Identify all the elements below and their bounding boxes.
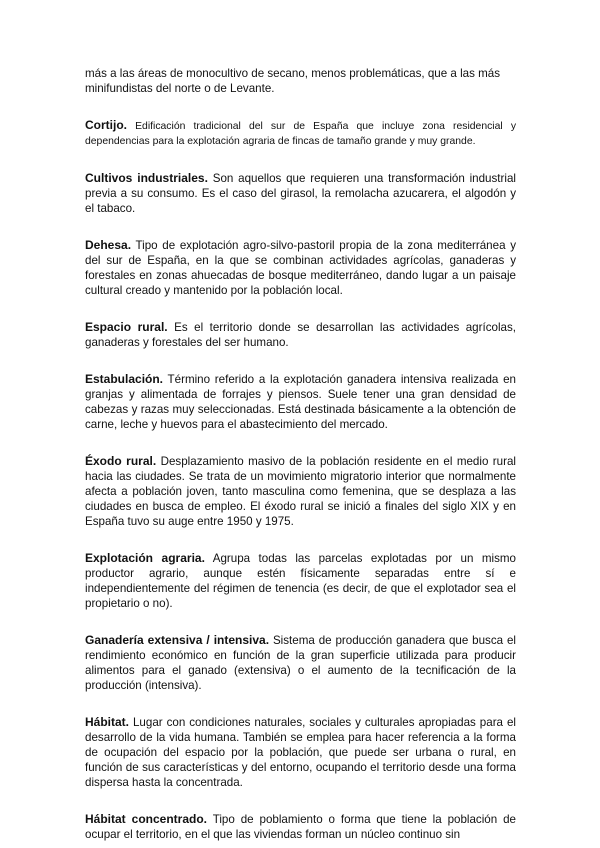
- entry-term: Cultivos industriales.: [85, 171, 208, 185]
- intro-paragraph: más a las áreas de monocultivo de secano, menos problemáticas, que a las más minifundistas del norte o de Levante.: [85, 67, 501, 95]
- entry-definition: Desplazamiento masivo de la población residente en el medio rural hacia las ciudades. Se trata de un movimiento migratorio interior que normalmente afecta a población joven, tanto masculina como femenina, que se desplaza a las ciudades en busca de empleo. El éxodo rural se inició a finales del siglo XIX y en España tuvo su auge entre 1950 y 1975.: [85, 455, 516, 528]
- entry-term: Espacio rural.: [85, 320, 168, 334]
- entry-definition: Es el territorio donde se desarrollan las actividades agrícolas, ganaderas y forestales del ser humano.: [85, 321, 516, 349]
- glossary-entry-explotacion-agraria: [85, 551, 516, 611]
- entry-term: Estabulación.: [85, 372, 164, 386]
- glossary-entry-cultivos-industriales: [85, 171, 516, 216]
- glossary-entry-estabulacion: [85, 372, 516, 432]
- entry-term: Ganadería extensiva / intensiva.: [85, 633, 270, 647]
- entry-definition: Lugar con condiciones naturales, sociales y culturales apropiadas para el desarrollo de la vida humana. También se emplea para hacer referencia a la forma de ocupación del espacio por la población, que puede ser urbana o rural, en función de sus características y del entorno, ocupando el territorio desde una forma dispersa hasta la concentrada.: [85, 716, 516, 789]
- glossary-entry-ganaderia: [85, 633, 516, 693]
- entry-definition: Sistema de producción ganadera que busca el rendimiento económico en función de la gran superficie utilizada para producir alimentos para el ganado (extensiva) o el aumento de la tecnificación de la producción (intensiva).: [85, 634, 517, 692]
- entry-term: Dehesa.: [85, 238, 132, 252]
- entry-definition: Tipo de poblamiento o forma que tiene la población de ocupar el territorio, en el que las viviendas forman un núcleo continuo sin: [85, 813, 516, 841]
- entry-term: Hábitat concentrado.: [85, 812, 208, 826]
- entry-term: Hábitat.: [85, 715, 130, 729]
- entry-term: Explotación agraria.: [85, 551, 205, 565]
- entry-term: Cortijo.: [85, 118, 127, 132]
- entry-definition: Agrupa todas las parcelas explotadas por un mismo productor agrario, aunque estén físicamente separadas entre sí e independientemente del régimen de tenencia (es decir, de que el explotador sea el propietario o no).: [85, 552, 516, 610]
- entry-definition: Tipo de explotación agro-silvo-pastoril propia de la zona mediterránea y del sur de España, en la que se combinan actividades agrícolas, ganaderas y forestales en zonas ahuecadas de bosque mediterráneo, dando lugar a un paisaje cultural creado y mantenido por la población local.: [85, 239, 516, 297]
- entry-term: Éxodo rural.: [85, 454, 157, 468]
- glossary-entry-dehesa: [85, 238, 516, 298]
- entry-definition: Son aquellos que requieren una transformación industrial previa a su consumo. Es el caso del girasol, la remolacha azucarera, el algodón y el tabaco.: [85, 172, 516, 215]
- entry-definition: Edificación tradicional del sur de España que incluye zona residencial y dependencias para la explotación agraria de fincas de tamaño grande y muy grande.: [85, 121, 517, 147]
- glossary-entry-habitat: [85, 715, 516, 790]
- glossary-entry-habitat-concentrado: [85, 812, 516, 842]
- entry-definition: Término referido a la explotación ganadera intensiva realizada en granjas y alimentada de forrajes y piensos. Suele tener una gran densidad de cabezas y razas muy seleccionadas. Está destinada básicamente a la obtención de carne, leche y huevos para el abastecimiento del mercado.: [85, 373, 516, 431]
- glossary-entry-espacio-rural: [85, 320, 516, 350]
- glossary-entry-cortijo: [85, 118, 516, 149]
- glossary-entry-exodo-rural: [85, 454, 516, 529]
